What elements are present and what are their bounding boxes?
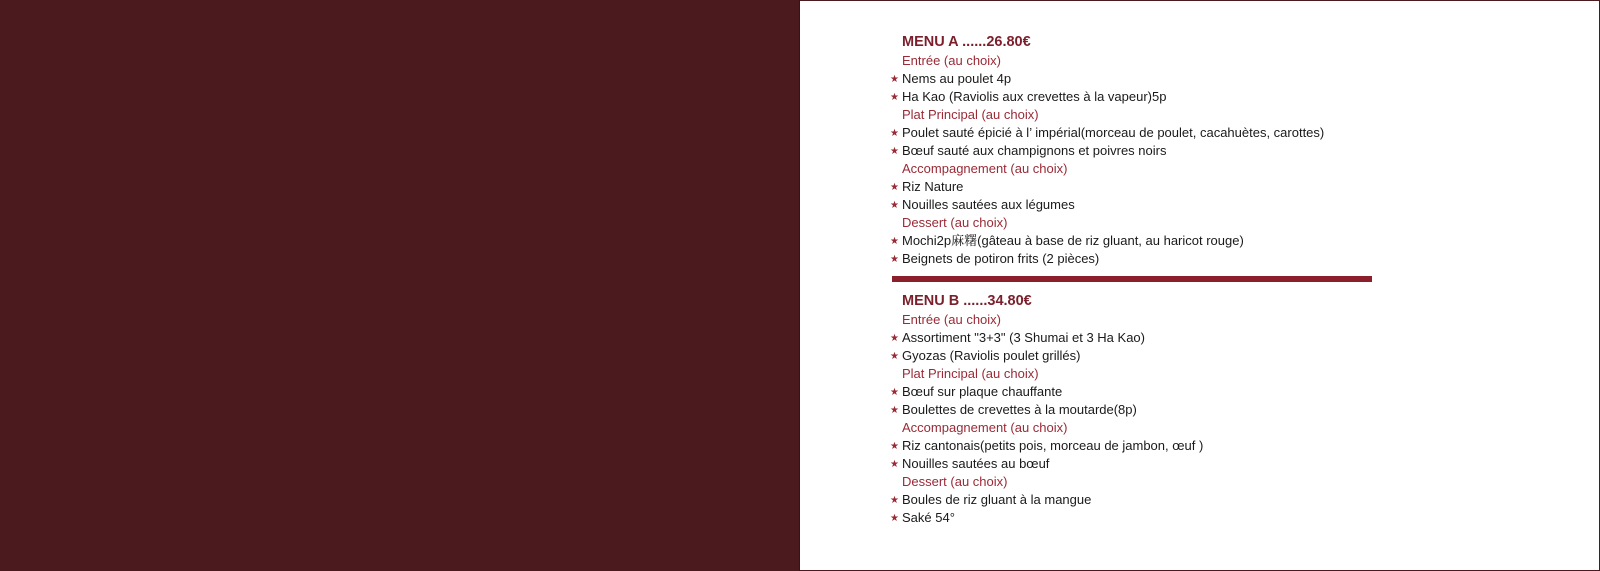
menu-item-label: Bœuf sauté aux champignons et poivres noirs <box>902 143 1167 158</box>
course-heading-dessert: Dessert (au choix) <box>902 474 1008 489</box>
menu-item-label: Gyozas (Raviolis poulet grillés) <box>902 348 1081 363</box>
menu-item-label: Mochi2p麻糬(gâteau à base de riz gluant, au haricot rouge) <box>902 233 1244 248</box>
star-icon: ★ <box>890 405 899 416</box>
menu-title: MENU A ......26.80€ <box>902 34 1031 50</box>
star-icon: ★ <box>890 146 899 157</box>
menu-b <box>890 292 1410 527</box>
course-heading-plat: Plat Principal (au choix) <box>902 366 1039 381</box>
menu-item <box>890 196 1410 214</box>
course-heading-entree: Entrée (au choix) <box>902 53 1001 68</box>
course-heading-dessert: Dessert (au choix) <box>902 215 1008 230</box>
star-icon: ★ <box>890 351 899 362</box>
menu-item <box>890 509 1410 527</box>
section-divider <box>892 276 1372 282</box>
menu-item-label: Nouilles sautées aux légumes <box>902 197 1075 212</box>
menu-item-label: Nems au poulet 4p <box>902 71 1012 86</box>
menu-item-label: Riz Nature <box>902 179 964 194</box>
star-icon: ★ <box>890 92 899 103</box>
menu-item-label: Riz cantonais(petits pois, morceau de jambon, œuf ) <box>902 438 1204 453</box>
menu-a <box>890 33 1410 268</box>
star-icon: ★ <box>890 387 899 398</box>
menu-item <box>890 437 1410 455</box>
course-heading-accompagnement: Accompagnement (au choix) <box>902 161 1068 176</box>
star-icon: ★ <box>890 459 899 470</box>
menu-item-label: Boulettes de crevettes à la moutarde(8p) <box>902 402 1137 417</box>
star-icon: ★ <box>890 495 899 506</box>
menu-item-label: Nouilles sautées au bœuf <box>902 456 1050 471</box>
star-icon: ★ <box>890 236 899 247</box>
course-heading-entree: Entrée (au choix) <box>902 312 1001 327</box>
menu-item <box>890 88 1410 106</box>
star-icon: ★ <box>890 513 899 524</box>
star-icon: ★ <box>890 128 899 139</box>
star-icon: ★ <box>890 254 899 265</box>
menu-item <box>890 455 1410 473</box>
menu-item-label: Beignets de potiron frits (2 pièces) <box>902 251 1100 266</box>
course-heading-accompagnement: Accompagnement (au choix) <box>902 420 1068 435</box>
menu-item-label: Bœuf sur plaque chauffante <box>902 384 1063 399</box>
menu-title: MENU B ......34.80€ <box>902 293 1032 309</box>
star-icon: ★ <box>890 333 899 344</box>
menu-item <box>890 124 1410 142</box>
menu-item <box>890 491 1410 509</box>
menu-item <box>890 250 1410 268</box>
menu-item-label: Ha Kao (Raviolis aux crevettes à la vapeur)5p <box>902 89 1167 104</box>
star-icon: ★ <box>890 441 899 452</box>
menu-item-label: Assortiment "3+3" (3 Shumai et 3 Ha Kao) <box>902 330 1145 345</box>
menu-item-label: Boules de riz gluant à la mangue <box>902 492 1092 507</box>
menu-item-label: Saké 54° <box>902 510 955 525</box>
menu-item <box>890 178 1410 196</box>
menu-item <box>890 329 1410 347</box>
menu-item <box>890 383 1410 401</box>
menu-item <box>890 347 1410 365</box>
menu-item-label: Poulet sauté épicié à l’ impérial(morceau de poulet, cacahuètes, carottes) <box>902 125 1325 140</box>
star-icon: ★ <box>890 74 899 85</box>
star-icon: ★ <box>890 182 899 193</box>
menu-item <box>890 401 1410 419</box>
course-heading-plat: Plat Principal (au choix) <box>902 107 1039 122</box>
menu-item <box>890 142 1410 160</box>
menu-item <box>890 232 1410 250</box>
menu-item <box>890 70 1410 88</box>
star-icon: ★ <box>890 200 899 211</box>
